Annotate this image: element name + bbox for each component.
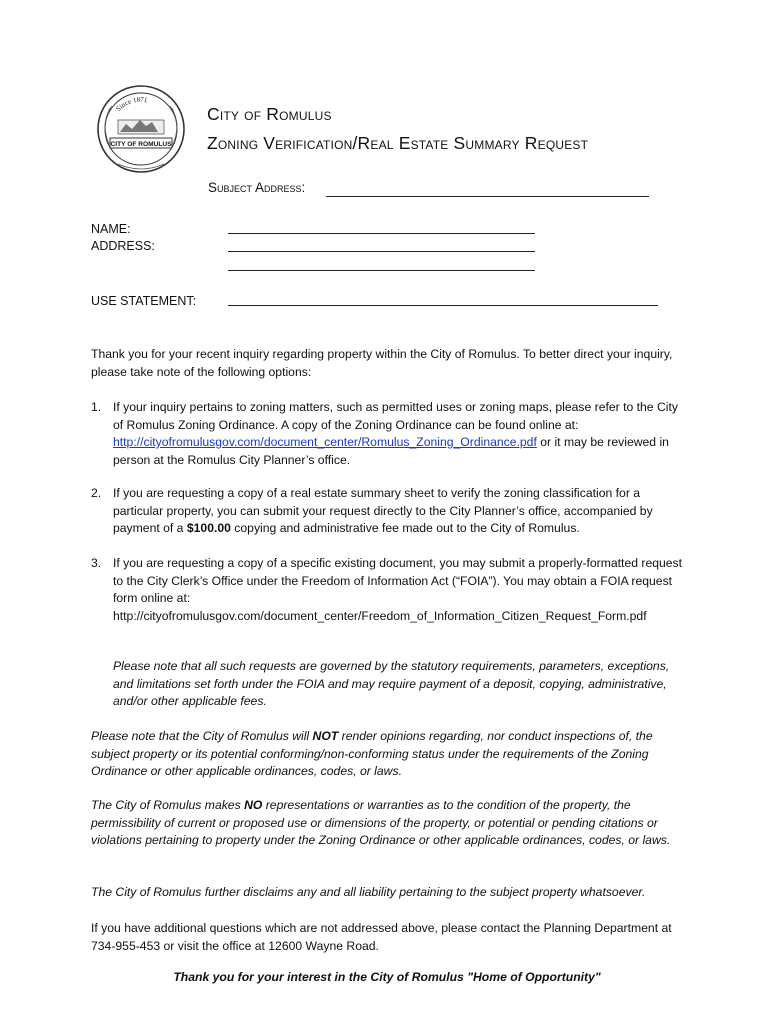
seal-top-text: Since 1871 [114,95,149,114]
list-item [91,399,683,469]
zoning-ordinance-link[interactable]: http://cityofromulusgov.com/document_center/Romulus_Zoning_Ordinance.pdf [113,435,537,449]
address-label: ADDRESS: [91,239,155,253]
intro-paragraph: Thank you for your recent inquiry regarding property within the City of Romulus. To better direct your inquiry, please take note of the following options: [91,347,673,379]
svg-text:Since 1871 [114,96,148,113]
address-field-line-1[interactable] [228,251,535,252]
subject-address-field[interactable] [326,196,649,197]
list-item [91,555,683,625]
list-item-text: If your inquiry pertains to zoning matters, such as permitted uses or zoning maps, please refer to the City of Romulus Zoning Ordinance. A copy of the Zoning Ordinance can be found online at: [113,400,678,432]
list-item [91,485,683,538]
list-item-text: or it may be reviewed in person at the Romulus City Planner’s office. [113,435,669,467]
use-statement-label: USE STATEMENT: [91,294,197,308]
seal-banner-text: CITY OF ROMULUS [110,141,172,148]
fee-amount: $100.00 [186,521,231,535]
list-item-text: If you are requesting a copy of a specific existing document, you may submit a properly-formatted request to the City Clerk’s Office under the Freedom of Information Act (“FOIA”). You may obtain a FOIA request form online at: [113,556,683,605]
name-field[interactable] [228,233,535,234]
closing-line: Thank you for your interest in the City of Romulus "Home of Opportunity" [173,970,601,984]
no-warranty-note: The City of Romulus makes NO representations or warranties as to the condition of the property, the permissibility of current or proposed use or dimensions of the property, or potential or pending citations or violations pertaining to property under the Zoning Ordinance or other applicable ordinances, codes, or laws. [91,798,671,847]
name-label: NAME: [91,222,131,236]
list-item-number: 3. [91,556,102,570]
list-item-number: 2. [91,486,102,500]
list-item-text: copying and administrative fee made out to the City of Romulus. [230,521,580,535]
page-title-city: City of Romulus [207,104,332,124]
page-title-request: Zoning Verification/Real Estate Summary Request [207,133,589,153]
contact-paragraph: If you have additional questions which are not addressed above, please contact the Planning Department at 734-955-453 or visit the office at 12600 Wayne Road. [91,921,672,953]
address-field-line-2[interactable] [228,270,535,271]
use-statement-field[interactable] [228,305,658,306]
no-opinion-note: Please note that the City of Romulus will NOT render opinions regarding, nor conduct inspections of, the subject property or its potential conforming/non-conforming status under the requirements of the Zoning Ordinance or other applicable ordinances, codes, or laws. [91,729,653,778]
foia-form-url: http://cityofromulusgov.com/document_center/Freedom_of_Information_Citizen_Request_Form.pdf [113,608,647,623]
liability-disclaimer: The City of Romulus further disclaims any and all liability pertaining to the subject property whatsoever. [91,885,646,899]
subject-address-label: Subject Address: [208,180,306,195]
foia-note: Please note that all such requests are governed by the statutory requirements, parameters, exceptions, and limitations set forth under the FOIA and may require payment of a deposit, copying, administrative, and/or other applicable fees. [113,659,670,708]
city-seal-logo [96,84,186,174]
list-item-text: If you are requesting a copy of a real estate summary sheet to verify the zoning classification for a particular property, you can submit your request directly to the City Planner’s office, accompanied by payment of a [113,486,653,535]
list-item-number: 1. [91,400,102,414]
